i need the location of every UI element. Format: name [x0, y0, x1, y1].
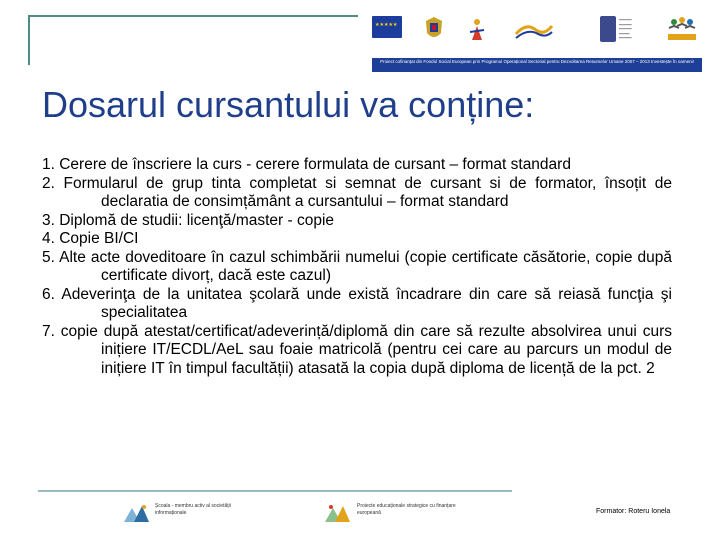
list-item: 2. Formularul de grup tinta completat si semnat de cursant si de formator, însoțit de declaratia de consimțământ a cursantului – format standard	[42, 174, 672, 210]
people-logo-icon	[666, 16, 698, 42]
strategic-projects-logo-icon	[323, 502, 351, 524]
eu-flag-icon	[372, 16, 402, 38]
instrumente-structurale-logo-icon	[514, 20, 554, 40]
list-item: 7. copie după atestat/certificat/adeverință/diplomă din care să rezulte absolvirea unui curs inițiere IT/ECDL/AeL sau foaie matricolă (pentru cei care au parcurs un modul de inițiere IT în timpul facultății) atasată la copia după diploma de licență de la pct. 2	[42, 322, 672, 377]
fse-logo-icon	[468, 16, 486, 42]
page-title: Dosarul cursantului va conține:	[42, 84, 535, 125]
list-item: 6. Adeverinţa de la unitatea şcolară unde există încadrare din care să reiasă funcţia şi specialitatea	[42, 285, 672, 321]
ministry-text: ━━━━━━ ━━━━━━ ━━━━━━ ━━━━━ ━━━━━━	[619, 18, 632, 40]
formator-label: Formator: Roteru Ionela	[596, 508, 671, 515]
list-item: 1. Cerere de înscriere la curs - cerere formulata de cursant – format standard	[42, 156, 571, 173]
project-banner: Proiect cofinanțat din Fondul Social European prin Programul Operațional Sectorial pentru Dezvoltarea Resurselor Umane 2007 – 2013 Investește în oameni!	[372, 58, 702, 72]
list-item: 5. Alte acte doveditoare în cazul schimbării numelui (copie certificate căsătorie, copie după certificate divorț, dacă este cazul)	[42, 248, 672, 284]
romanian-crest-icon	[424, 16, 444, 42]
ministry-crest-icon	[600, 16, 616, 42]
footer-divider	[38, 490, 512, 492]
footer-logo-caption: Școala - membru activ al societății informaționale	[155, 503, 231, 516]
document-list	[42, 156, 672, 378]
footer-logo-caption: Proiecte educaționale strategice cu finanțare europeană	[357, 503, 456, 516]
list-item: 3. Diplomă de studii: licenţă/master - copie	[42, 211, 335, 229]
school-network-logo-icon	[122, 502, 150, 524]
frame-line-horizontal	[28, 15, 358, 17]
frame-line-vertical	[28, 15, 30, 65]
logo-strip	[368, 12, 702, 58]
list-item: 4. Copie BI/CI	[42, 230, 139, 247]
